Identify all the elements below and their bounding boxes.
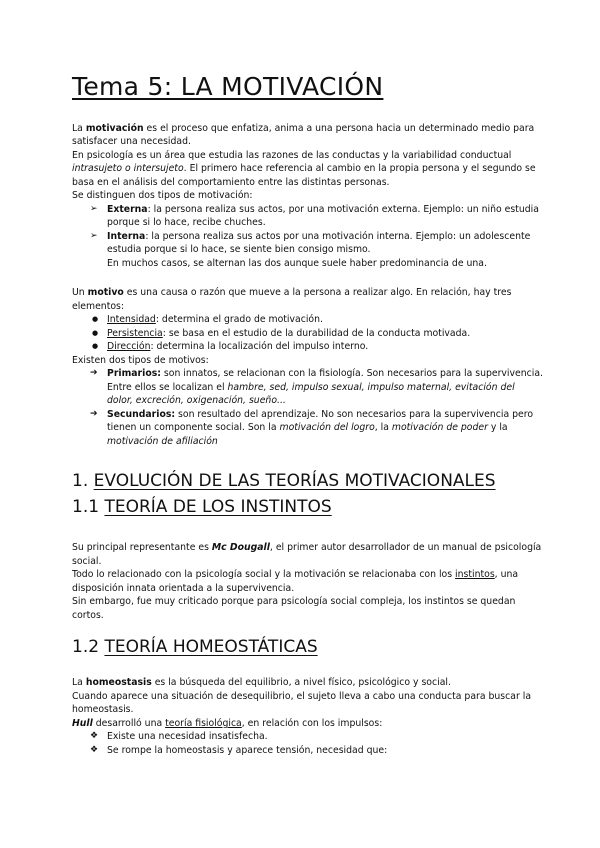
intro-line-6: Se distinguen dos tipos de motivación:: [72, 190, 253, 201]
section-heading-1-2: 1.2 TEORÍA HOMEOSTÁTICAS: [72, 637, 318, 657]
bullet-dot-icon: ●: [92, 329, 99, 337]
element-direccion: Dirección: determina la localización del impulso interno.: [107, 341, 369, 352]
list-item-secundarios-cont-2: motivación de afiliación: [107, 436, 218, 447]
intro-line-3: En psicología es un área que estudia las razones de las conductas y la variabilidad conductual: [72, 150, 512, 161]
homeostasis-line-4: Hull desarrolló una teoría fisiológica, en relación con los impulsos:: [72, 718, 383, 729]
arrowhead-bullet-icon: ➢: [90, 231, 98, 241]
intro-line-4: intrasujeto o intersujeto. El primero hace referencia al cambio en la propia persona y el segundo se: [72, 163, 536, 174]
instintos-line-2: social.: [72, 556, 102, 567]
element-persistencia: Persistencia: se basa en el estudio de la durabilidad de la conducta motivada.: [107, 328, 471, 339]
instintos-line-4: disposición innata orientada a la supervivencia.: [72, 583, 295, 594]
motivo-line-2: elementos:: [72, 301, 124, 312]
list-item-secundarios-cont: tienen un componente social. Son la motivación del logro, la motivación de poder y la: [107, 422, 508, 433]
list-item-externa-cont: porque si lo hace, recibe chuches.: [107, 217, 266, 228]
list-item-interna: Interna: la persona realiza sus actos por una motivación interna. Ejemplo: un adolescente: [107, 231, 531, 242]
list-item-externa: Externa: la persona realiza sus actos, por una motivación externa. Ejemplo: un niño estudia: [107, 204, 539, 215]
element-intensidad: Intensidad: determina el grado de motivación.: [107, 314, 323, 325]
list-item-interna-cont: estudia porque si lo hace, se siente bien consigo mismo.: [107, 244, 371, 255]
instintos-line-3: Todo lo relacionado con la psicología social y la motivación se relacionaba con los instintos, una: [72, 569, 519, 580]
bullet-dot-icon: ●: [92, 315, 99, 323]
term-motivo: motivo: [87, 287, 124, 298]
list-item-interna-note: En muchos casos, se alternan las dos aunque suele haber predominancia de una.: [107, 258, 487, 269]
list-item-homeostasis-rota: Se rompe la homeostasis y aparece tensión, necesidad que:: [107, 745, 388, 756]
intro-line-2: satisfacer una necesidad.: [72, 136, 191, 147]
diamond-bullet-icon: ❖: [90, 731, 99, 741]
term-motivacion: motivación: [85, 123, 144, 134]
arrowhead-bullet-icon: ➢: [90, 204, 98, 214]
intro-line-1: La motivación es el proceso que enfatiza, anima a una persona hacia un determinado medio para: [72, 123, 535, 134]
list-item-primarios-cont: Entre ellos se localizan el hambre, sed, impulso sexual, impulso maternal, evitación del: [107, 382, 515, 393]
author-mc-dougall: Mc Dougall: [211, 542, 270, 553]
homeostasis-line-2: Cuando aparece una situación de desequilibrio, el sujeto lleva a cabo una conducta para buscar la: [72, 691, 532, 702]
author-hull: Hull: [72, 718, 93, 729]
instintos-line-5: Sin embargo, fue muy criticado porque para psicología social compleja, los instintos se quedan: [72, 596, 516, 607]
diamond-bullet-icon: ❖: [90, 745, 99, 755]
homeostasis-line-1: La homeostasis es la búsqueda del equilibrio, a nivel físico, psicológico y social.: [72, 677, 451, 688]
page-title: Tema 5: LA MOTIVACIÓN: [72, 72, 384, 101]
section-heading-1: 1. EVOLUCIÓN DE LAS TEORÍAS MOTIVACIONALES: [72, 471, 496, 491]
term-homeostasis: homeostasis: [85, 677, 152, 688]
list-item-necesidad: Existe una necesidad insatisfecha.: [107, 731, 268, 742]
motivo-line-1: Un motivo es una causa o razón que mueve a la persona a realizar algo. En relación, hay tres: [72, 287, 512, 298]
arrow-bullet-icon: ➔: [90, 409, 98, 419]
homeostasis-line-3: homeostasis.: [72, 704, 134, 715]
motivo-line-3: Existen dos tipos de motivos:: [72, 355, 209, 366]
section-heading-1-1: 1.1 TEORÍA DE LOS INSTINTOS: [72, 497, 332, 517]
bullet-dot-icon: ●: [92, 342, 99, 350]
list-item-primarios-cont-2: dolor, excreción, oxigenación, sueño...: [107, 395, 286, 406]
list-item-secundarios: Secundarios: son resultado del aprendizaje. No son necesarios para la supervivencia pero: [107, 409, 534, 420]
arrow-bullet-icon: ➔: [90, 368, 98, 378]
intro-line-5: basa en el análisis del comportamiento entre las distintas personas.: [72, 177, 390, 188]
instintos-line-1: Su principal representante es Mc Dougall, el primer autor desarrollador de un manual de psicología: [72, 542, 542, 553]
instintos-line-6: cortos.: [72, 610, 104, 621]
list-item-primarios: Primarios: son innatos, se relacionan con la fisiología. Son necesarios para la supervivencia.: [107, 368, 543, 379]
